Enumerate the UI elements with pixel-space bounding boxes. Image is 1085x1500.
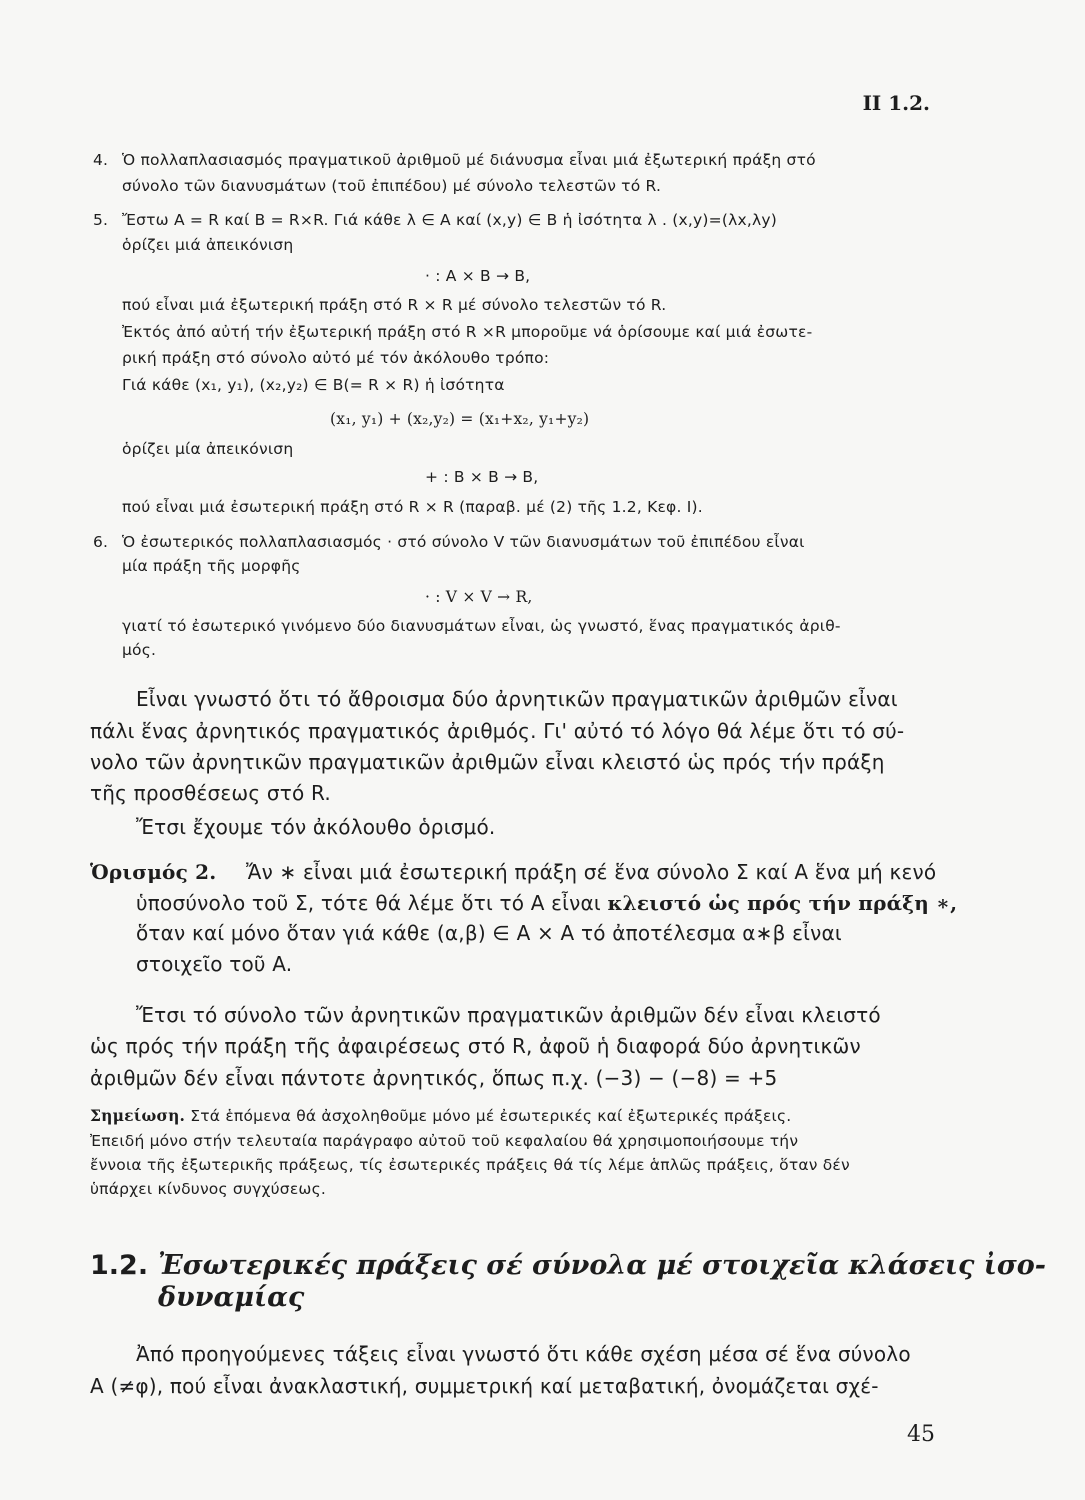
text-line <box>90 1104 791 1128</box>
text-fragment: Στά ἑπόμενα θά ἀσχοληθοῦμε μόνο μέ ἐσωτερικές καί ἐξωτερικές πράξεις. <box>185 1107 792 1125</box>
text-line: Γιά κάθε (x₁, y₁), (x₂,y₂) ∈ B(= R × R) ἡ ἰσότητα <box>122 376 505 394</box>
item-number: 4. <box>93 151 109 169</box>
text-line: πάλι ἕνας ἀρνητικός πραγματικός ἀριθμός. Γι' αὐτό τό λόγο θά λέμε ὅτι τό σύ- <box>90 719 905 743</box>
text-line: Ἔτσι ἔχουμε τόν ἀκόλουθο ὁρισμό. <box>136 815 496 839</box>
formula: · : A × B → B, <box>425 267 531 285</box>
text-line: στοιχεῖο τοῦ A. <box>136 952 293 976</box>
formula: + : B × B → B, <box>425 468 539 486</box>
note-label: Σημείωση. <box>90 1106 186 1125</box>
text-fragment: ὑποσύνολο τοῦ Σ, τότε θά λέμε ὅτι τό A εἶναι <box>136 891 608 915</box>
text-line <box>136 888 957 918</box>
text-line: ὡς πρός τήν πράξη τῆς ἀφαιρέσεως στό R, ἀφοῦ ἡ διαφορά δύο ἀρνητικῶν <box>90 1034 861 1058</box>
text-line: γιατί τό ἐσωτερικό γινόμενο δύο διανυσμάτων εἶναι, ὡς γνωστό, ἕνας πραγματικός ἀριθ- <box>122 617 841 635</box>
text-line: Ἐκτός ἀπό αὐτή τήν ἐξωτερική πράξη στό R ×R μποροῦμε νά ὁρίσουμε καί μιά ἐσωτε- <box>122 323 813 341</box>
text-line: ἔννοια τῆς ἐξωτερικῆς πράξεως, τίς ἐσωτερικές πράξεις θά τίς λέμε ἁπλῶς πράξεις, ὅταν δέν <box>90 1156 850 1174</box>
text-line: Ἐπειδή μόνο στήν τελευταία παράγραφο αὐτοῦ τοῦ κεφαλαίου θά χρησιμοποιήσουμε τήν <box>90 1132 799 1150</box>
emphasis-term: κλειστό ὡς πρός τήν πράξη ∗, <box>607 891 958 915</box>
text-line: A (≠φ), πού εἶναι ἀνακλαστική, συμμετρική καί μεταβατική, ὀνομάζεται σχέ- <box>90 1374 879 1398</box>
running-header: II 1.2. <box>862 91 930 115</box>
section-number: 1.2. <box>90 1250 149 1281</box>
text-line: τῆς προσθέσεως στό R. <box>90 781 331 805</box>
text-line: Ὁ ἐσωτερικός πολλαπλασιασμός · στό σύνολο V τῶν διανυσμάτων τοῦ ἐπιπέδου εἶναι <box>122 533 805 551</box>
text-line: ὁρίζει μιά ἀπεικόνιση <box>122 236 294 254</box>
section-title-line: δυναμίας <box>158 1282 305 1313</box>
item-number: 6. <box>93 533 109 551</box>
text-line: ὑπάρχει κίνδυνος συγχύσεως. <box>90 1180 327 1198</box>
text-line: ἀριθμῶν δέν εἶναι πάντοτε ἀρνητικός, ὅπως π.χ. (−3) − (−8) = +5 <box>90 1066 778 1090</box>
text-line: πού εἶναι μιά ἐξωτερική πράξη στό R × R μέ σύνολο τελεστῶν τό R. <box>122 296 667 314</box>
text-line: σύνολο τῶν διανυσμάτων (τοῦ ἐπιπέδου) μέ σύνολο τελεστῶν τό R. <box>122 177 662 195</box>
formula: (x₁, y₁) + (x₂,y₂) = (x₁+x₂, y₁+y₂) <box>330 410 590 428</box>
text-line: Ἀπό προηγούμενες τάξεις εἶναι γνωστό ὅτι κάθε σχέση μέσα σέ ἕνα σύνολο <box>136 1342 911 1366</box>
section-title-line: Ἐσωτερικές πράξεις σέ σύνολα μέ στοιχεῖα κλάσεις ἰσο- <box>158 1250 1046 1281</box>
text-line: μός. <box>122 641 157 659</box>
text-line: Ὁ πολλαπλασιασμός πραγματικοῦ ἀριθμοῦ μέ διάνυσμα εἶναι μιά ἐξωτερική πράξη στό <box>122 151 816 169</box>
formula: · : V × V → R, <box>425 588 533 606</box>
item-number: 5. <box>93 211 109 229</box>
text-line: ὁρίζει μία ἀπεικόνιση <box>122 440 294 458</box>
text-line: Ἔστω A = R καί B = R×R. Γιά κάθε λ ∈ A καί (x,y) ∈ B ἡ ἰσότητα λ . (x,y)=(λx,λy) <box>122 211 777 229</box>
page-number: 45 <box>907 1422 935 1447</box>
text-line: πού εἶναι μιά ἐσωτερική πράξη στό R × R (παραβ. μέ (2) τῆς 1.2, Κεφ. Ι). <box>122 498 703 516</box>
text-line: νολο τῶν ἀρνητικῶν πραγματικῶν ἀριθμῶν εἶναι κλειστό ὡς πρός τήν πράξη <box>90 750 885 774</box>
text-line: Εἶναι γνωστό ὅτι τό ἄθροισμα δύο ἀρνητικῶν πραγματικῶν ἀριθμῶν εἶναι <box>136 687 898 711</box>
text-line: μία πράξη τῆς μορφῆς <box>122 557 301 575</box>
definition-label: Ὁρισμός 2. <box>90 860 217 884</box>
text-line: ρική πράξη στό σύνολο αὐτό μέ τόν ἀκόλουθο τρόπο: <box>122 349 550 367</box>
text-line: Ἄν ∗ εἶναι μιά ἐσωτερική πράξη σέ ἕνα σύνολο Σ καί A ἕνα μή κενό <box>246 860 937 884</box>
text-line: ὅταν καί μόνο ὅταν γιά κάθε (α,β) ∈ A × A τό ἀποτέλεσμα α∗β εἶναι <box>136 921 842 945</box>
text-line: Ἔτσι τό σύνολο τῶν ἀρνητικῶν πραγματικῶν ἀριθμῶν δέν εἶναι κλειστό <box>136 1003 881 1027</box>
